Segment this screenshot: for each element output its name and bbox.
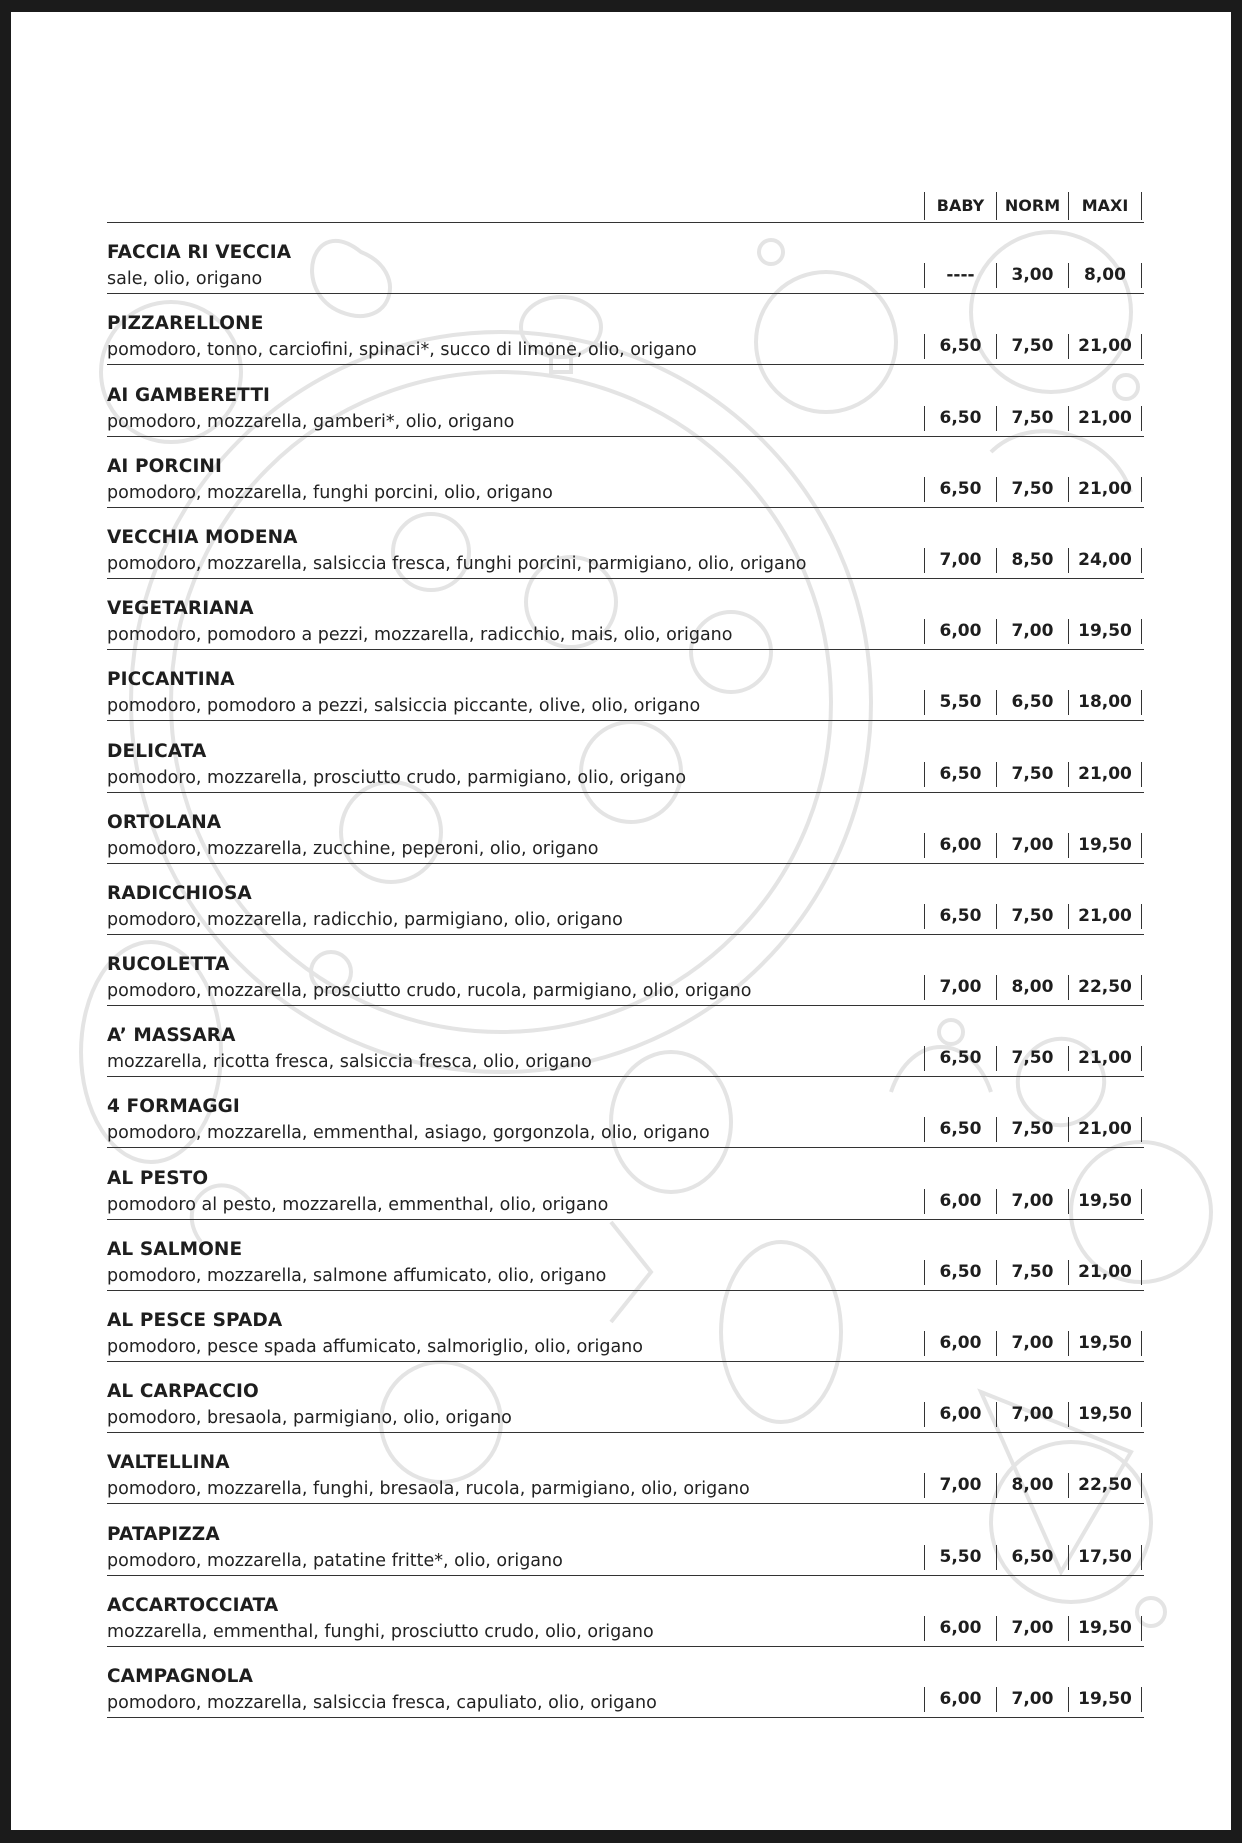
menu-item-row bbox=[107, 437, 1144, 508]
menu-item-row bbox=[107, 1433, 1144, 1504]
price-norm: 8,00 bbox=[996, 975, 1068, 1000]
pizza-ingredients: pomodoro, mozzarella, salmone affumicato, olio, origano bbox=[107, 1265, 607, 1286]
price-norm: 7,50 bbox=[996, 477, 1068, 502]
price-norm: 7,50 bbox=[996, 904, 1068, 929]
price-baby: 6,50 bbox=[924, 904, 996, 929]
price-baby: 7,00 bbox=[924, 1473, 996, 1498]
price-baby: 6,00 bbox=[924, 1687, 996, 1712]
price-norm: 7,00 bbox=[996, 1331, 1068, 1356]
pizza-name: VALTELLINA bbox=[107, 1452, 230, 1474]
price-baby: 6,00 bbox=[924, 1331, 996, 1356]
menu-item-row bbox=[107, 1006, 1144, 1077]
price-norm: 7,50 bbox=[996, 762, 1068, 787]
price-maxi: 21,00 bbox=[1068, 904, 1142, 929]
price-maxi: 21,00 bbox=[1068, 762, 1142, 787]
header-baby: BABY bbox=[924, 192, 996, 220]
price-norm: 7,50 bbox=[996, 334, 1068, 359]
price-norm: 7,00 bbox=[996, 833, 1068, 858]
pizza-ingredients: pomodoro, pesce spada affumicato, salmoriglio, olio, origano bbox=[107, 1337, 643, 1357]
price-maxi: 19,50 bbox=[1068, 1687, 1142, 1712]
price-norm: 7,00 bbox=[996, 1687, 1068, 1712]
pizza-name: PICCANTINA bbox=[107, 669, 235, 691]
price-maxi: 17,50 bbox=[1068, 1545, 1142, 1570]
pizza-name: AL PESCE SPADA bbox=[107, 1310, 283, 1331]
price-norm: 7,00 bbox=[996, 1402, 1068, 1427]
price-norm: 7,50 bbox=[996, 406, 1068, 431]
price-norm: 7,00 bbox=[996, 1189, 1068, 1214]
price-maxi: 19,50 bbox=[1068, 833, 1142, 858]
pizza-ingredients: pomodoro, mozzarella, salsiccia fresca, funghi porcini, parmigiano, olio, origano bbox=[107, 553, 807, 574]
menu-item-row bbox=[107, 1148, 1144, 1219]
price-baby: 6,50 bbox=[924, 477, 996, 502]
pizza-name: FACCIA RI VECCIA bbox=[107, 242, 292, 264]
price-column-header bbox=[107, 182, 1144, 223]
price-norm: 8,00 bbox=[996, 1473, 1068, 1498]
pizza-ingredients: pomodoro, mozzarella, emmenthal, asiago, gorgonzola, olio, origano bbox=[107, 1123, 710, 1144]
price-maxi: 19,50 bbox=[1068, 1331, 1142, 1356]
price-baby: 6,00 bbox=[924, 1189, 996, 1214]
price-maxi: 19,50 bbox=[1068, 1402, 1142, 1427]
price-baby: 7,00 bbox=[924, 548, 996, 573]
pizza-ingredients: pomodoro, mozzarella, salsiccia fresca, capuliato, olio, origano bbox=[107, 1692, 657, 1713]
pizza-name: AL SALMONE bbox=[107, 1238, 243, 1260]
price-maxi: 21,00 bbox=[1068, 1046, 1142, 1071]
price-maxi: 22,50 bbox=[1068, 975, 1142, 1000]
pizza-name: VECCHIA MODENA bbox=[107, 526, 298, 548]
menu-item-row bbox=[107, 864, 1144, 935]
price-norm: 7,00 bbox=[996, 1616, 1068, 1641]
price-maxi: 19,50 bbox=[1068, 1189, 1142, 1214]
price-baby: 6,50 bbox=[924, 1117, 996, 1142]
pizza-name: 4 FORMAGGI bbox=[107, 1096, 240, 1118]
pizza-ingredients: pomodoro, mozzarella, funghi porcini, olio, origano bbox=[107, 482, 553, 503]
menu-page bbox=[11, 12, 1231, 1830]
menu-item-row bbox=[107, 721, 1144, 792]
pizza-ingredients: sale, olio, origano bbox=[107, 269, 263, 290]
price-baby: 6,50 bbox=[924, 406, 996, 431]
price-maxi: 21,00 bbox=[1068, 1260, 1142, 1285]
price-baby: 6,50 bbox=[924, 762, 996, 787]
price-maxi: 8,00 bbox=[1068, 263, 1142, 288]
menu-item-row bbox=[107, 1077, 1144, 1148]
price-baby: 7,00 bbox=[924, 975, 996, 1000]
price-baby: 5,50 bbox=[924, 690, 996, 715]
price-norm: 3,00 bbox=[996, 263, 1068, 288]
menu-item-row bbox=[107, 935, 1144, 1006]
pizza-name: AI PORCINI bbox=[107, 455, 222, 477]
pizza-name: AL CARPACCIO bbox=[107, 1381, 259, 1403]
pizza-ingredients: pomodoro, mozzarella, radicchio, parmigiano, olio, origano bbox=[107, 909, 623, 930]
menu-item-row bbox=[107, 579, 1144, 650]
price-maxi: 24,00 bbox=[1068, 548, 1142, 573]
pizza-ingredients: pomodoro, mozzarella, prosciutto crudo, parmigiano, olio, origano bbox=[107, 767, 687, 788]
pizza-ingredients: mozzarella, ricotta fresca, salsiccia fresca, olio, origano bbox=[107, 1052, 592, 1073]
price-maxi: 18,00 bbox=[1068, 690, 1142, 715]
pizza-name: ORTOLANA bbox=[107, 811, 222, 833]
price-norm: 6,50 bbox=[996, 690, 1068, 715]
price-baby: 6,50 bbox=[924, 1046, 996, 1071]
menu-item-row bbox=[107, 294, 1144, 365]
menu-item-row bbox=[107, 1362, 1144, 1433]
price-baby: 6,50 bbox=[924, 334, 996, 359]
menu-item-row bbox=[107, 223, 1144, 294]
price-baby: 6,00 bbox=[924, 833, 996, 858]
header-norm: NORM bbox=[996, 192, 1068, 220]
menu-item-row bbox=[107, 793, 1144, 864]
menu-item-row bbox=[107, 365, 1144, 436]
price-baby: 6,00 bbox=[924, 1402, 996, 1427]
pizza-name: RUCOLETTA bbox=[107, 954, 230, 976]
price-baby: 6,00 bbox=[924, 619, 996, 644]
menu-item-row bbox=[107, 508, 1144, 579]
menu-item-row bbox=[107, 1291, 1144, 1362]
pizza-name: AI GAMBERETTI bbox=[107, 384, 271, 406]
pizza-name: RADICCHIOSA bbox=[107, 882, 252, 904]
pizza-price-list bbox=[107, 182, 1144, 1718]
price-maxi: 21,00 bbox=[1068, 477, 1142, 502]
pizza-name: AL PESTO bbox=[107, 1167, 209, 1189]
price-norm: 7,00 bbox=[996, 619, 1068, 644]
menu-item-row bbox=[107, 1220, 1144, 1291]
pizza-name: PATAPIZZA bbox=[107, 1523, 220, 1545]
pizza-ingredients: pomodoro, mozzarella, gamberi*, olio, origano bbox=[107, 411, 515, 432]
pizza-ingredients: pomodoro, mozzarella, patatine fritte*, olio, origano bbox=[107, 1550, 563, 1571]
menu-rows bbox=[107, 223, 1144, 1718]
price-maxi: 21,00 bbox=[1068, 1117, 1142, 1142]
menu-item-row bbox=[107, 1576, 1144, 1647]
price-norm: 7,50 bbox=[996, 1117, 1068, 1142]
pizza-ingredients: pomodoro al pesto, mozzarella, emmenthal, olio, origano bbox=[107, 1194, 609, 1215]
price-baby: 5,50 bbox=[924, 1545, 996, 1570]
header-maxi: MAXI bbox=[1068, 192, 1142, 220]
price-maxi: 22,50 bbox=[1068, 1473, 1142, 1498]
price-norm: 7,50 bbox=[996, 1260, 1068, 1285]
pizza-ingredients: pomodoro, bresaola, parmigiano, olio, origano bbox=[107, 1408, 512, 1429]
pizza-name: A’ MASSARA bbox=[107, 1025, 236, 1047]
menu-item-row bbox=[107, 1647, 1144, 1718]
pizza-ingredients: mozzarella, emmenthal, funghi, prosciutto crudo, olio, origano bbox=[107, 1621, 654, 1642]
price-baby: ---- bbox=[924, 263, 996, 288]
menu-item-row bbox=[107, 650, 1144, 721]
price-norm: 7,50 bbox=[996, 1046, 1068, 1071]
pizza-name: ACCARTOCCIATA bbox=[107, 1594, 279, 1616]
pizza-ingredients: pomodoro, pomodoro a pezzi, mozzarella, radicchio, mais, olio, origano bbox=[107, 625, 733, 646]
pizza-name: VEGETARIANA bbox=[107, 598, 254, 620]
pizza-name: PIZZARELLONE bbox=[107, 313, 264, 335]
price-maxi: 19,50 bbox=[1068, 1616, 1142, 1641]
pizza-ingredients: pomodoro, pomodoro a pezzi, salsiccia piccante, olive, olio, origano bbox=[107, 696, 701, 717]
menu-item-row bbox=[107, 1504, 1144, 1575]
pizza-ingredients: pomodoro, tonno, carciofini, spinaci*, succo di limone, olio, origano bbox=[107, 340, 697, 361]
pizza-name: DELICATA bbox=[107, 740, 207, 762]
price-baby: 6,50 bbox=[924, 1260, 996, 1285]
pizza-ingredients: pomodoro, mozzarella, prosciutto crudo, rucola, parmigiano, olio, origano bbox=[107, 981, 752, 1002]
price-maxi: 19,50 bbox=[1068, 619, 1142, 644]
price-norm: 8,50 bbox=[996, 548, 1068, 573]
price-maxi: 21,00 bbox=[1068, 334, 1142, 359]
price-maxi: 21,00 bbox=[1068, 406, 1142, 431]
pizza-ingredients: pomodoro, mozzarella, funghi, bresaola, rucola, parmigiano, olio, origano bbox=[107, 1479, 750, 1500]
price-baby: 6,00 bbox=[924, 1616, 996, 1641]
price-norm: 6,50 bbox=[996, 1545, 1068, 1570]
pizza-name: CAMPAGNOLA bbox=[107, 1665, 253, 1687]
pizza-ingredients: pomodoro, mozzarella, zucchine, peperoni, olio, origano bbox=[107, 838, 599, 859]
